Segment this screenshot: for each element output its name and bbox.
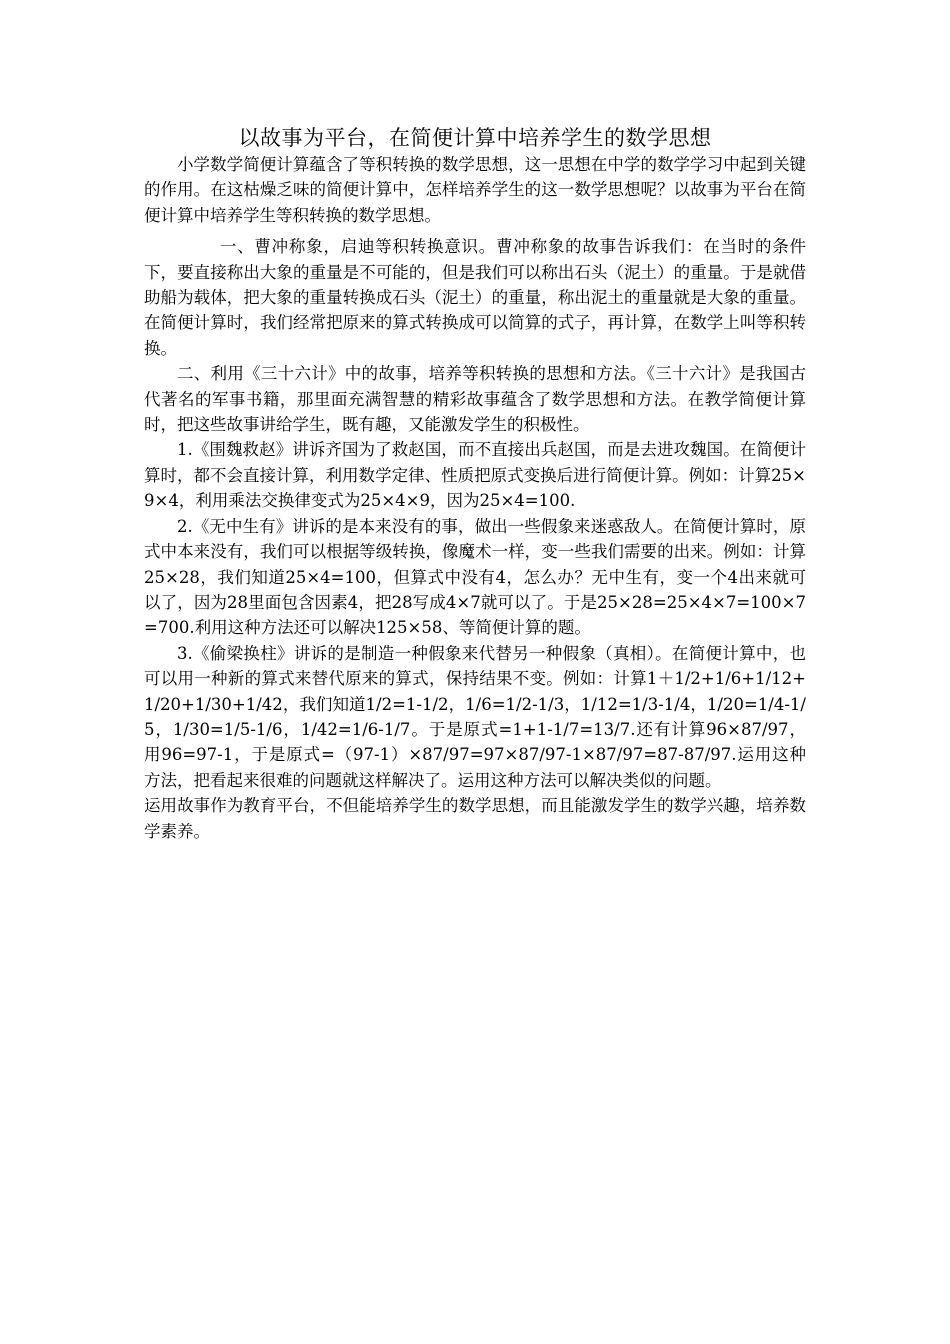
document-title: 以故事为平台，在简便计算中培养学生的数学思想 bbox=[238, 126, 712, 150]
section-one-paragraph: 一、曹冲称象，启迪等积转换意识。曹冲称象的故事告诉我们：在当时的条件下，要直接称出大象的重量是不可能的，但是我们可以称出石头（泥土）的重量。于是就借助船为载体，把大象的重量转换成石头（泥土）的重量，称出泥土的重量就是大象的重量。在简便计算时，我们经常把原来的算式转换成可以简算的式子，再计算，在数学上叫等积转换。 bbox=[144, 237, 806, 358]
example-two-paragraph: 2.《无中生有》讲诉的是本来没有的事，做出一些假象来迷惑敌人。在简便计算时，原式中本来没有，我们可以根据等级转换，像魔术一样，变一些我们需要的出来。例如：计算25×28，我们知道25×4=100，但算式中没有4，怎么办？无中生有，变一个4出来就可以了，因为28里面包含因素4，把28写成4×7就可以了。于是25×28=25×4×7=100×7=700.利用这种方法还可以解决125×58、等简便计算的题。 bbox=[144, 516, 806, 638]
document-page bbox=[144, 124, 806, 844]
example-three-paragraph: 3.《偷梁换柱》讲诉的是制造一种假象来代替另一种假象（真相）。在简便计算中，也可以用一种新的算式来替代原来的算式，保持结果不变。例如：计算1＋1/2+1/6+1/12+1/20+1/30+1/42，我们知道1/2=1-1/2，1/6=1/2-1/3，1/12=1/3-1/4，1/20=1/4-1/5，1/30=1/5-1/6，1/42=1/6-1/7。于是原式=1+1-1/7=13/7.还有计算96×87/97，用96=97-1，于是原式=（97-1）×87/97=97×87/97-1×87/97=87-87/97.运用这种方法，把看起来很难的问题就这样解决了。运用这种方法可以解决类似的问题。 bbox=[144, 643, 806, 790]
intro-paragraph: 小学数学简便计算蕴含了等积转换的数学思想，这一思想在中学的数学学习中起到关键的作用。在这枯燥乏味的简便计算中，怎样培养学生的这一数学思想呢？以故事为平台在简便计算中培养学生等积转换的数学思想。 bbox=[144, 155, 806, 225]
conclusion-paragraph: 运用故事作为教育平台，不但能培养学生的数学思想，而且能激发学生的数学兴趣，培养数学素养。 bbox=[144, 796, 806, 841]
section-two-paragraph: 二、利用《三十六计》中的故事，培养等积转换的思想和方法。《三十六计》是我国古代著名的军事书籍，那里面充满智慧的精彩故事蕴含了数学思想和方法。在教学简便计算时，把这些故事讲给学生，既有趣，又能激发学生的积极性。 bbox=[144, 364, 806, 435]
example-one-paragraph: 1.《围魏救赵》讲诉齐国为了救赵国，而不直接出兵赵国，而是去进攻魏国。在简便计算时，都不会直接计算，利用数学定律、性质把原式变换后进行简便计算。例如：计算25×9×4，利用乘法交换律变式为25×4×9，因为25×4=100. bbox=[144, 440, 806, 511]
